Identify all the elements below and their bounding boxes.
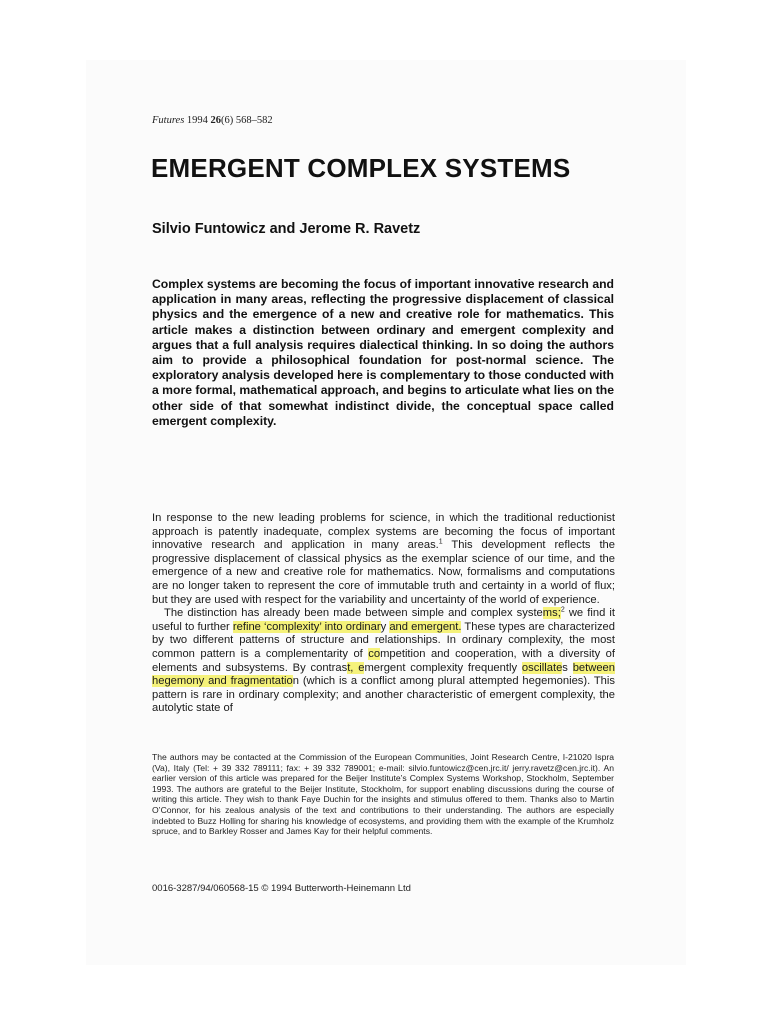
highlight: co [368,647,381,660]
journal-pages: 568–582 [235,115,273,126]
article-body [152,512,615,716]
journal-name: Futures [152,115,185,126]
journal-volume: 26 [210,115,222,126]
highlight: ms; [542,607,561,620]
highlight: and emergent. [389,620,462,633]
highlight: refine ‘complexity’ into ordinar [232,620,381,633]
journal-issue: (6) [221,115,234,126]
highlight: t, e [347,661,365,674]
footnote-ref-2: 2 [560,606,565,614]
highlight: between hegemony and fragmentatio [152,661,616,688]
journal-citation [152,115,273,126]
body-paragraph-1: In response to the new leading problems for science, in which the traditional reductionist approach is patently inadequate, complex systems are becoming the focus of important innovative research and application in many areas.$^1$ This development reflects the progressive displacement of classical physics as the exemplar science of our time, and the emergence of a new and creative role for mathematics. Now, formalisms and computations are no longer taken to represent the core of immutable truth and certainty in a world of flux; but they are used with respect for the variability and uncertainty of the world of experience. [152,512,615,606]
body-paragraph-2: The distinction has already been made between simple and complex systems;$^2$ we find it useful to further refine ‘complexity’ into ordinary and emergent. These types are characterized by two different patterns of structure and relationships. In ordinary complexity, the most common pattern is a complementarity of competition and cooperation, with a diversity of elements and subsystems. By contrast, emergent complexity frequently oscillates between hegemony and fragmentation (which is a conflict among plural attempted hegemonies). This pattern is rare in ordinary complexity; and another characteristic of emergent complexity, the autolytic state of [152,606,616,715]
copyright-line: 0016-3287/94/060568-15 © 1994 Butterworth-Heinemann Ltd [152,883,411,894]
highlight: oscillate [521,661,563,674]
journal-year: 1994 [186,115,208,126]
article-authors: Silvio Funtowicz and Jerome R. Ravetz [152,221,421,237]
article-title: EMERGENT COMPLEX SYSTEMS [151,153,571,183]
author-footnote: The authors may be contacted at the Commission of the European Communities, Joint Research Centre, I-21020 Ispra (Va), Italy (Tel: + 39 332 789111; fax: + 39 332 789001; e-mail: silvio.funtowicz@cen.jrc.it/ jerry.ravetz@cen.jrc.it). An earlier version of this article was prepared for the Beijer Institute’s Complex Systems Workshop, Stockholm, September 1993. The authors are grateful to the Beijer Institute, Stockholm, for support enabling discussions during the course of writing this article. They wish to thank Faye Duchin for the insights and stimulus offered to them. Thanks also to Martin O’Connor, for his zealous analysis of the text and contributions to their understanding. The authors are especially indebted to Buzz Holling for sharing his knowledge of ecosystems, and providing them with the example of the Krumholz spruce, and to Barkley Rosser and James Kay for their helpful comments. [152,752,614,837]
footnote-ref-1: 1 [438,538,443,546]
article-abstract: Complex systems are becoming the focus of important innovative research and application in many areas, reflecting the progressive displacement of classical physics and the emergence of a new and creative role for mathematics. This article makes a distinction between ordinary and emergent complexity and argues that a full analysis requires dialectical thinking. In so doing the authors aim to provide a philosophical foundation for post-normal science. The exploratory analysis developed here is complementary to those conducted with a more formal, mathematical approach, and begins to articulate what lies on the other side of that somewhat indistinct divide, the conceptual space called emergent complexity. [152,277,614,428]
